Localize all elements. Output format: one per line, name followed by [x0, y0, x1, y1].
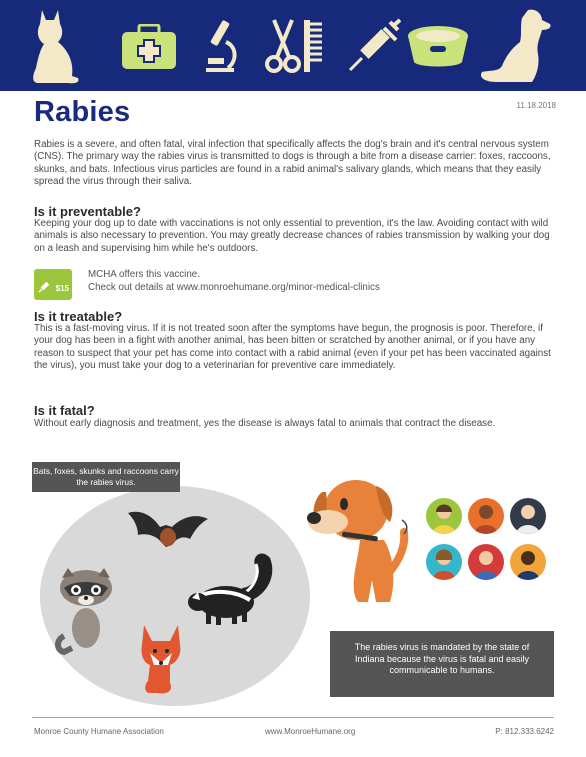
section-body-fatal: Without early diagnosis and treatment, yes the disease is always fatal to animals that contract the disease. — [34, 418, 496, 429]
person-avatar — [510, 544, 546, 580]
skunk-illustration — [186, 548, 280, 626]
dog-illustration — [302, 470, 414, 612]
section-heading-preventable: Is it preventable? — [34, 204, 141, 219]
section-body-preventable: Keeping your dog up to date with vaccinations is not only essential to prevention, it's the law. Avoiding contact with wild animals is also necessary to prevention. You may greatly decrease chances of rabies transmission by walking your dog on a leash and supervising him while he's outdoors. — [34, 218, 550, 254]
publish-date: 11.18.2018 — [516, 101, 556, 110]
vaccine-price-badge — [34, 269, 72, 300]
footer-divider — [32, 717, 554, 718]
person-avatar — [510, 498, 546, 534]
fox-illustration — [138, 623, 184, 695]
footer-phone: P: 812.333.6242 — [495, 727, 554, 736]
syringe-icon — [346, 18, 402, 74]
offer-line: MCHA offers this vaccine. — [88, 269, 200, 280]
raccoon-illustration — [54, 566, 116, 656]
first-aid-kit-icon — [121, 24, 177, 70]
dog-icon — [476, 8, 556, 84]
scissors-comb-icon — [264, 16, 326, 76]
microscope-icon — [198, 18, 240, 74]
vaccine-price: $15 — [55, 284, 69, 293]
footer-website[interactable]: www.MonroeHumane.org — [265, 727, 356, 736]
food-bowl-icon — [406, 24, 470, 68]
page-title: Rabies — [34, 96, 131, 128]
person-avatar — [426, 498, 462, 534]
mandate-callout: The rabies virus is mandated by the state of Indiana because the virus is fatal and easily communicable to humans. — [330, 631, 554, 697]
section-heading-treatable: Is it treatable? — [34, 309, 123, 324]
person-avatar — [468, 544, 504, 580]
header-banner — [0, 0, 586, 91]
person-avatar — [426, 544, 462, 580]
offer-link[interactable]: Check out details at www.monroehumane.org/minor-medical-clinics — [88, 282, 380, 293]
vaccine-offer — [88, 268, 380, 294]
syringe-icon — [38, 279, 52, 293]
intro-paragraph: Rabies is a severe, and often fatal, viral infection that specifically affects the dog's brain and it's central nervous system (CNS). The primary way the rabies virus is transmitted to dogs is through a bite from a disease carrier: foxes, raccoons, skunks, and bats. Infectious virus particles are found in a rabid animal's salivary glands, which means that they easily spread the virus through their saliva. — [34, 139, 551, 188]
section-body-treatable: This is a fast-moving virus. If it is not treated soon after the symptoms have begun, the prognosis is poor. Therefore, if your dog has been in a fight with another animal, has been bitten or scratched by another animal, or if you have any reason to suspect that your pet has come into contact with a rabid animal (even if your pet has been vaccinated against the virus), you must take your dog to a veterinarian for preventive care immediately. — [34, 323, 551, 372]
section-heading-fatal: Is it fatal? — [34, 403, 95, 418]
footer-org: Monroe County Humane Association — [34, 727, 164, 736]
cat-icon — [28, 6, 80, 84]
person-avatar — [468, 498, 504, 534]
carriers-callout: Bats, foxes, skunks and raccoons carry the rabies virus. — [32, 462, 180, 492]
